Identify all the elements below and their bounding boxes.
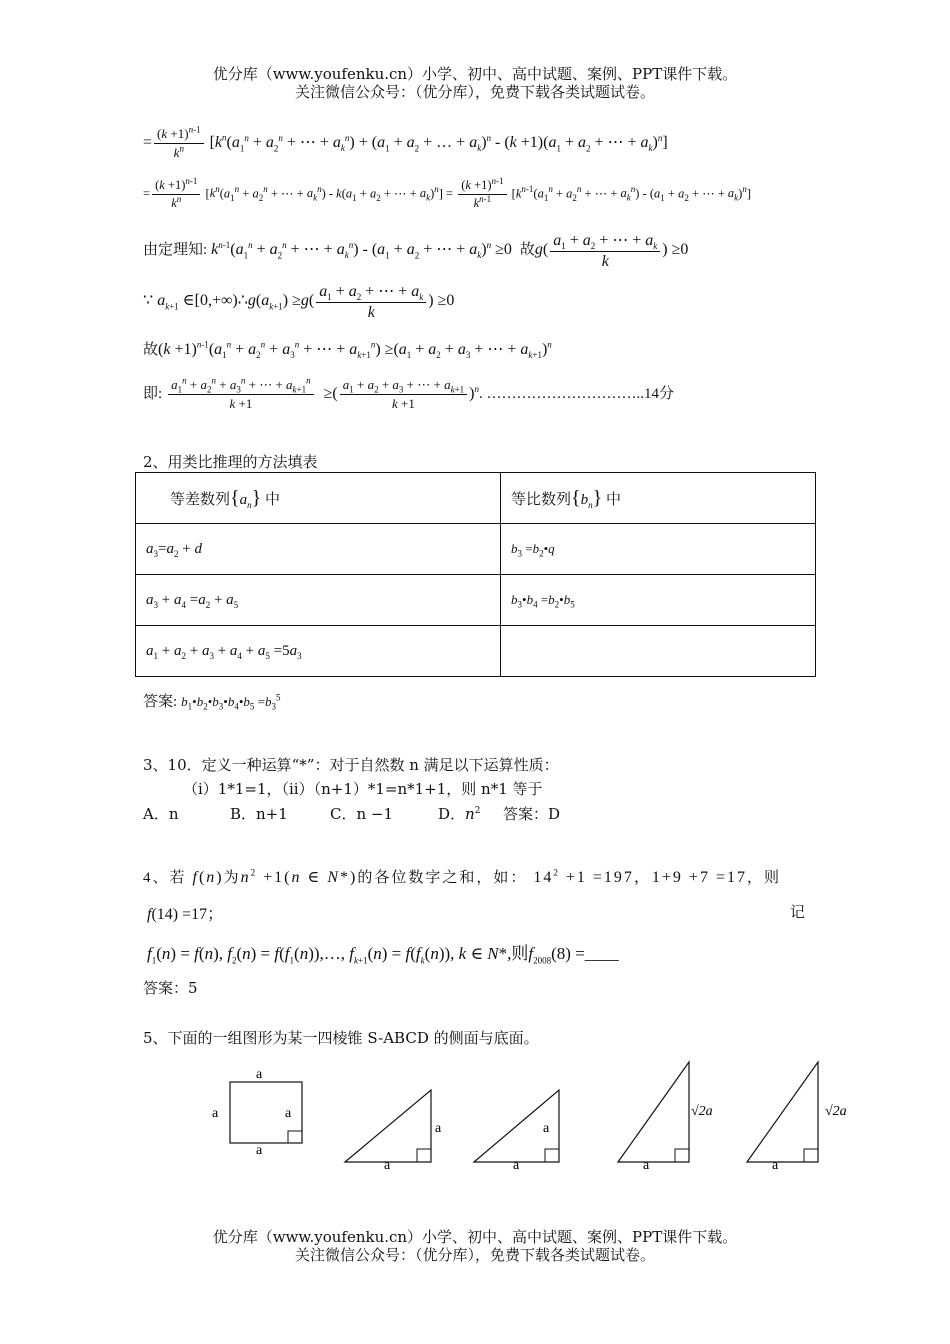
q4-prefix: 4、若 <box>143 870 187 886</box>
dots-score: . …………………………..14分 <box>478 386 674 403</box>
q4-mid2: 的各位数字之和，如： <box>357 870 528 886</box>
square-label-left: a <box>212 1106 219 1121</box>
since-symbol: ∵ <box>143 292 154 310</box>
square-label-bottom: a <box>256 1143 263 1158</box>
q4-line-3: $f_1(n) = f(n)$, $f_2(n)$ = $f(f_1(n)),\dots$, $f_{k+1}(n) = f(f_k(n))$, k ∈ N*,则$f_{2008}(8)$ =____ <box>147 944 619 966</box>
header-line-1: 优分库（www.youfenku.cn）小学、初中、高中试题、案例、PPT课件下载。 <box>212 65 738 83</box>
table-cell-arith-3: $a_1 + a_2 + a_3 + a_4 + a_5 =5a_3$ <box>136 626 501 677</box>
proof-line-4: ∵ $a_{k+1}$ $\in[0,+\infty)\therefore g(a_{k+1}) \ge g$( $\frac{a_1 + a_2 + \cdots + a_k}{k}$ ) ≥0 <box>143 283 455 321</box>
q2-title: 2、用类比推理的方法填表 <box>143 453 318 471</box>
proof-line-6: 即: $\frac{a_1^n + a_2^n + a_3^n + \cdots + a_{k+1}^n}{k +1}$ ≥( $\frac{a_1 + a_2 + a_3 + \cdots + a_{k+1}}{k +1}$ )$^n$. …………………………..14分 <box>143 375 674 411</box>
square-label-top: a <box>256 1067 263 1082</box>
q4-answer: 答案：5 <box>143 979 198 997</box>
triangle-4 <box>747 1062 818 1162</box>
header-left-label: 等差数列 <box>170 491 231 508</box>
q3-line-2: （i）1*1=1，（ii）（n+1）*1=n*1+1，则 n*1 等于 <box>183 780 543 798</box>
q3-line-1: 3、10．定义一种运算“*”：对于自然数 n 满足以下运算性质： <box>143 756 559 774</box>
theorem-prefix: 由定理知: <box>143 242 208 259</box>
triangle-1-label-side: a <box>435 1121 442 1136</box>
q5-title: 5、下面的一组图形为某一四棱锥 S-ABCD 的侧面与底面。 <box>143 1029 539 1047</box>
triangle-3 <box>618 1062 689 1162</box>
q2-answer: 答案: $b_1•b_2•b_3•b_4•b_5 =b_3^5$ <box>143 692 281 712</box>
triangle-4-label-base: a <box>772 1158 779 1173</box>
header-left-suffix: 中 <box>264 491 280 508</box>
triangle-4-label-side: √2a <box>825 1104 847 1119</box>
q4-record: 记 <box>790 903 806 921</box>
triangle-1 <box>345 1090 431 1162</box>
q3-option-c: C．n −1 <box>330 805 394 823</box>
triangle-3-label-base: a <box>643 1158 650 1173</box>
proof-line-3: 由定理知: $k^{n-1}(a_1^n + a_2^n$ + ⋯ + $a_k^n) - (a_1 + a_2$ + ⋯ + $a_k)^n \ge 0$ 故g( $\frac{a_1 + a_2 + \cdots + a_k}{k}$ ) ≥0 <box>143 232 689 270</box>
q3-option-b: B．n+1 <box>230 805 288 823</box>
footer-line-1: 优分库（www.youfenku.cn）小学、初中、高中试题、案例、PPT课件下载。 <box>212 1228 738 1246</box>
header-line-2: 关注微信公众号：（优分库），免费下载各类试题试卷。 <box>294 83 655 101</box>
q4-line-1: 4、若 f(n)为$n^2 +1(n$ ∈ N*)的各位数字之和，如： $14^2 +1 =197$，1+9 +7 =17，则 <box>143 867 781 886</box>
header-right-label: 等比数列 <box>511 491 572 508</box>
q3-answer: 答案：D <box>503 805 561 823</box>
proof-line-1: = $\frac{(k +1)^{n-1}}{k^n}$ [$k^n(a_1^n + a_2^n$ + ⋯ + $a_k^n) + (a_1 + a_2$ + … + $a_k)^n - (k +1)(a_1 + a_2$ + ⋯ + $a_k)^n$] <box>143 124 668 160</box>
proof-line-2: = $\frac{(k +1)^{n-1}}{k^n}$ [$k^n(a_1^n + a_2^n$ + ⋯ + $a_k^n) - k(a_1 + a_2$ + ⋯ + $a_k)^n$] = $\frac{(k +1)^{n-1}}{k^{n-1}}$ [$k^{n-1}(a_1^n + a_2^n$ + ⋯ + $a_k^n) - (a_1 + a_2$ + ⋯ + $a_k)^n$] <box>143 175 752 210</box>
ie-prefix: 即: <box>143 386 163 403</box>
triangle-2-label-base: a <box>513 1158 520 1173</box>
q2-answer-label: 答案: <box>143 694 178 710</box>
table-header-arithmetic: 等差数列$\{a_n\}$ 中 <box>136 473 501 524</box>
table-cell-geo-3 <box>501 626 816 677</box>
q3-option-d: D．$n^2$ <box>438 805 481 823</box>
square-label-right: a <box>285 1106 292 1121</box>
q4-line-2: f(14) =17； <box>147 906 224 923</box>
table-cell-geo-1: $b_3$ $=b_2•q$ <box>501 524 816 575</box>
triangle-3-label-side: √2a <box>691 1104 713 1119</box>
triangle-1-label-base: a <box>384 1158 391 1173</box>
q3-option-d-prefix: D． <box>438 805 466 823</box>
triangle-2-label-side: a <box>543 1121 550 1136</box>
table-cell-geo-2: $b_3•b_4$ $=b_2•b_5$ <box>501 575 816 626</box>
proof-line-5: 故$(k +1)^{n-1}(a_1^n + a_2^n + a_3^n$ + ⋯ + $a_{k+1}^n) \ge(a_1 + a_2 + a_3$ + ⋯ + $a_{k+1})^n$ <box>143 339 552 361</box>
pyramid-faces-figure <box>0 1055 950 1180</box>
table-cell-arith-2: $a_3 + a_4 =a_2 + a_5$ <box>136 575 501 626</box>
table-header-geometric: 等比数列$\{b_n\}$ 中 <box>501 473 816 524</box>
q4-mid1: 为 <box>223 870 241 886</box>
analogy-table <box>135 472 816 677</box>
table-cell-arith-1: $a_3=a_2 + d$ <box>136 524 501 575</box>
q3-option-a: A．n <box>143 805 179 823</box>
conclude-prefix: 故 <box>143 342 159 358</box>
therefore-prefix: 故 <box>519 242 535 259</box>
q4-then: ，则 <box>746 870 781 886</box>
footer-line-2: 关注微信公众号：（优分库），免费下载各类试题试卷。 <box>294 1246 655 1264</box>
header-right-suffix: 中 <box>605 491 621 508</box>
